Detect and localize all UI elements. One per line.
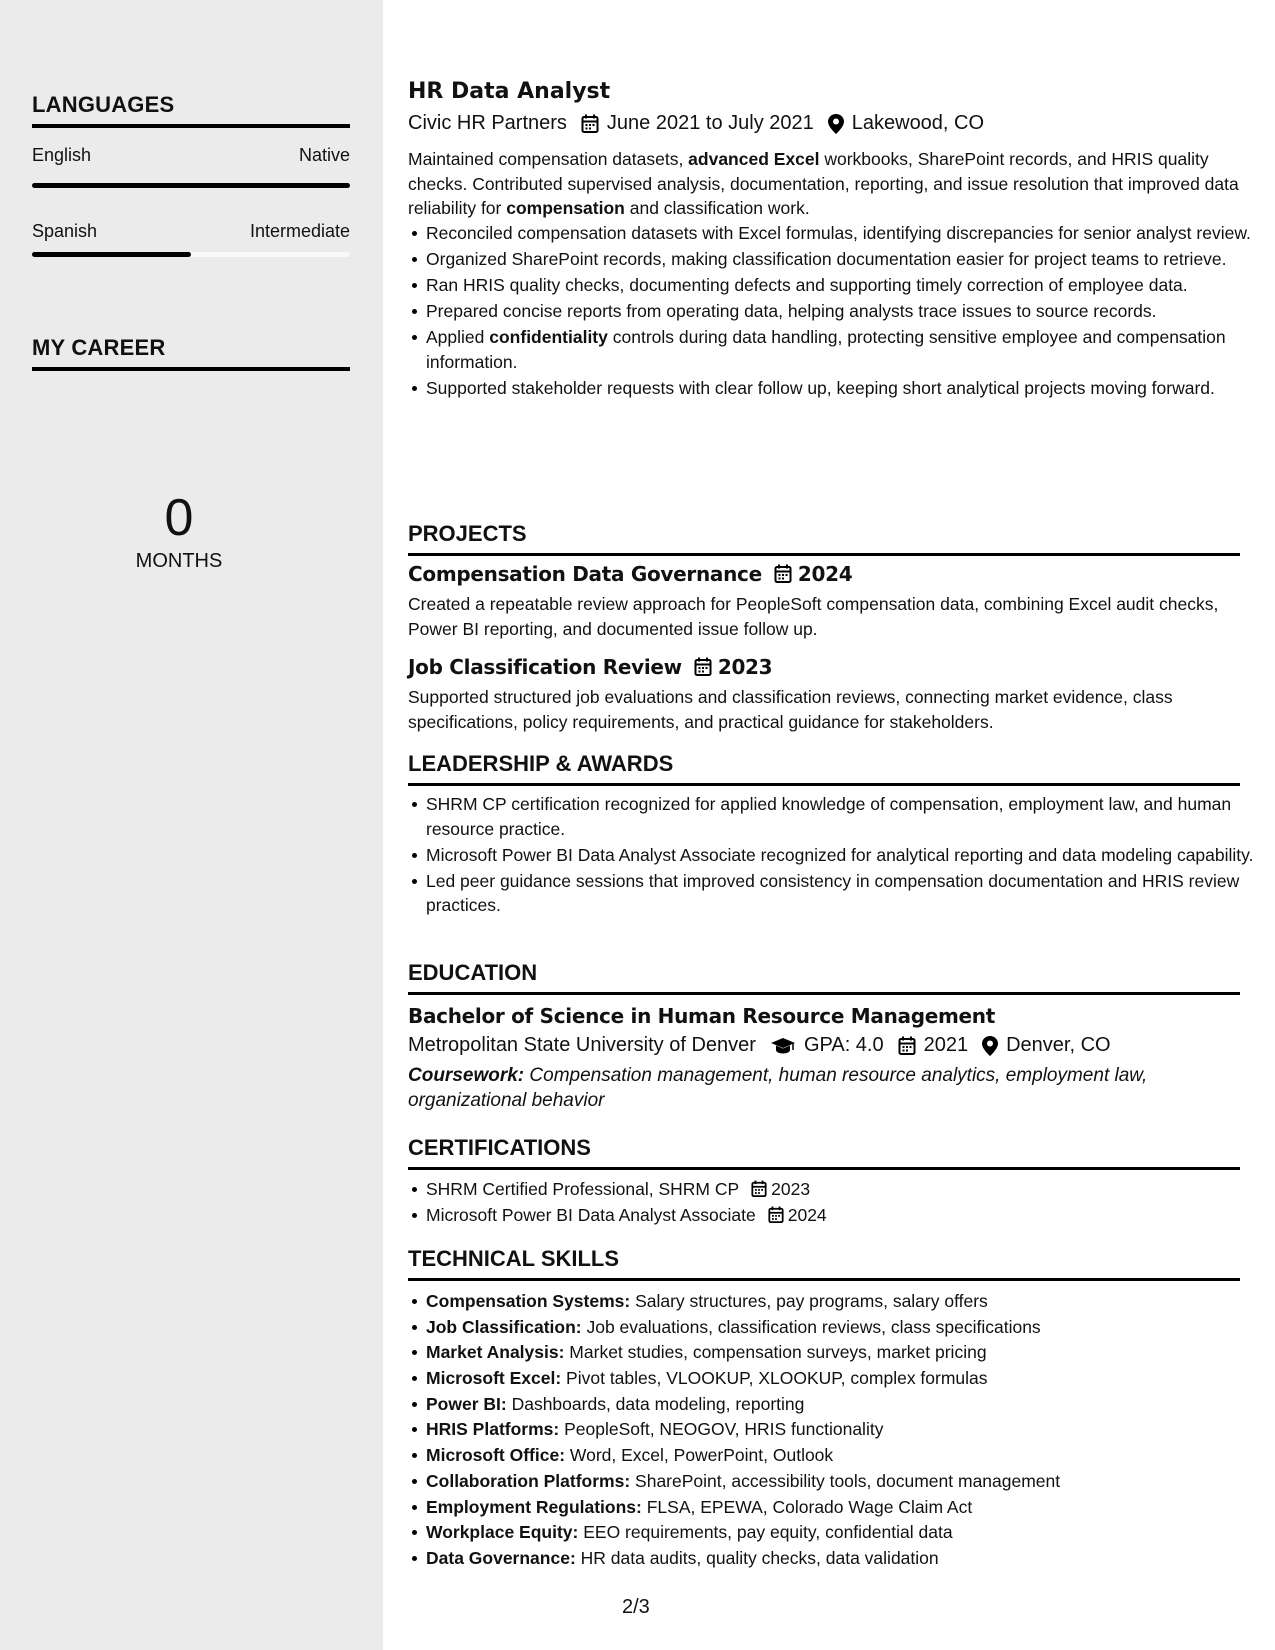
cert-name: Microsoft Power BI Data Analyst Associate [426,1205,756,1225]
graduation-cap-icon [770,1037,796,1055]
gpa: GPA: 4.0 [803,1034,884,1056]
list-item [426,1469,1258,1494]
skill-label: HRIS Platforms: [426,1419,560,1440]
skill-value: FLSA, EPEWA, Colorado Wage Claim Act [641,1496,973,1517]
list-item: Organized SharePoint records, making classification documentation easier for project teams to retrieve. [426,247,1258,272]
skills-list [408,1289,1258,1572]
degree-title: Bachelor of Science in Human Resource Management [408,1004,996,1028]
language-bar-english [32,183,350,188]
project-description: Created a repeatable review approach for PeopleSoft compensation data, combining Excel audit checks, Power BI reporting, and documented issue follow up. [408,594,1219,639]
skill-value: EEO requirements, pay equity, confidential data [578,1522,953,1543]
skill-value: PeopleSoft, NEOGOV, HRIS functionality [559,1419,884,1440]
skill-label: Employment Regulations: [426,1496,642,1517]
job-meta [408,112,984,135]
career-unit: MONTHS [135,550,223,572]
skill-label: Compensation Systems: [426,1291,631,1311]
skill-label: Job Classification: [426,1316,582,1337]
skill-value: Pivot tables, VLOOKUP, XLOOKUP, complex formulas [561,1368,988,1389]
language-bar-spanish [32,252,350,257]
list-item [426,1392,1258,1417]
cert-name: SHRM Certified Professional, SHRM CP [426,1179,740,1199]
leadership-list [408,792,1258,919]
list-item [426,1289,1258,1314]
skill-label: Data Governance: [426,1547,576,1568]
job-location: Lakewood, CO [851,112,985,134]
languages-heading: LANGUAGES [32,92,350,128]
list-item [426,1546,1258,1571]
skill-value: Word, Excel, PowerPoint, Outlook [565,1445,834,1466]
list-item: Ran HRIS quality checks, documenting defects and supporting timely correction of employee data. [426,273,1258,298]
skill-label: Power BI: [426,1393,507,1414]
coursework [408,1064,1240,1113]
list-item: Supported stakeholder requests with clear follow up, keeping short analytical projects moving forward. [426,376,1258,401]
project-year: 2023 [717,655,773,679]
education-location: Denver, CO [1006,1034,1111,1056]
calendar-icon [581,114,599,134]
list-item [426,1203,1258,1228]
company-name: Civic HR Partners [408,112,567,134]
project-title: Job Classification Review [408,655,682,679]
skill-value: HR data audits, quality checks, data validation [575,1547,939,1568]
calendar-icon [694,657,712,677]
certifications-list [408,1177,1258,1229]
summary-bold: compensation [506,198,625,218]
list-item: Prepared concise reports from operating data, helping analysts trace issues to source records. [426,299,1258,324]
coursework-text: Compensation management, human resource analytics, employment law, organizational behavior [408,1065,1148,1111]
summary-bold: advanced Excel [688,149,820,169]
coursework-label: Coursework: [408,1065,525,1086]
project-title: Compensation Data Governance [408,562,762,586]
language-bar-fill [32,252,191,257]
skill-value: Dashboards, data modeling, reporting [506,1393,805,1414]
calendar-icon [768,1206,784,1224]
summary-text: Maintained compensation datasets, [408,149,689,169]
skill-label: Microsoft Excel: [426,1368,562,1389]
school-name: Metropolitan State University of Denver [408,1034,756,1056]
project-description: Supported structured job evaluations and classification reviews, connecting market evidence, class specifications, policy requirements, and practical guidance for stakeholders. [408,687,1173,732]
list-item [426,1315,1258,1340]
project-title-row [408,562,852,586]
education-meta [408,1034,1111,1057]
cert-year: 2024 [787,1205,827,1225]
job-title: HR Data Analyst [408,79,611,104]
list-item [426,1417,1258,1442]
graduation-year: 2021 [923,1034,969,1056]
summary-text: and classification work. [624,198,810,218]
project-title-row [408,655,772,679]
list-item [426,1340,1258,1365]
page-number: 2/3 [622,1596,650,1618]
calendar-icon [751,1180,767,1198]
skill-label: Workplace Equity: [426,1522,579,1543]
language-level: Intermediate [249,221,350,241]
project-year: 2024 [797,562,853,586]
bullet-text: controls during data handling, protecting sensitive employee and compensation information. [426,327,1226,372]
skill-label: Market Analysis: [426,1342,565,1363]
list-item: SHRM CP certification recognized for applied knowledge of compensation, employment law, and human resource practice. [426,792,1258,841]
summary-text: workbooks, SharePoint records, and HRIS quality checks. Contributed supervised analysis, documentation, reporting, and issue resolution that improved data reliability for [408,149,1239,218]
skill-value: Job evaluations, classification reviews, class specifications [581,1316,1041,1337]
projects-heading: PROJECTS [408,521,1240,556]
skill-value: SharePoint, accessibility tools, document management [630,1470,1061,1491]
list-item [426,1366,1258,1391]
list-item: Microsoft Power BI Data Analyst Associate recognized for analytical reporting and data modeling capability. [426,843,1258,868]
language-level: Native [298,145,350,165]
cert-year: 2023 [771,1179,811,1199]
skill-value: Market studies, compensation surveys, market pricing [564,1342,987,1363]
job-bullets [408,221,1258,402]
skill-value: Salary structures, pay programs, salary offers [630,1291,988,1311]
list-item [426,1495,1258,1520]
job-dates: June 2021 to July 2021 [606,112,814,134]
language-name: Spanish [32,221,98,241]
skill-label: Collaboration Platforms: [426,1470,631,1491]
list-item [426,1177,1258,1202]
calendar-icon [774,564,792,584]
language-bar-fill [32,183,350,188]
bullet-text: Applied [426,327,490,347]
map-pin-icon [982,1036,998,1056]
skills-heading: TECHNICAL SKILLS [408,1246,1240,1281]
leadership-heading: LEADERSHIP & AWARDS [408,751,1240,786]
calendar-icon [898,1036,916,1056]
list-item [426,1520,1258,1545]
list-item: Led peer guidance sessions that improved consistency in compensation documentation and HRIS review practices. [426,869,1258,918]
career-value: 0 [164,489,194,547]
map-pin-icon [828,114,844,134]
bullet-bold: confidentiality [489,327,608,347]
list-item [426,1443,1258,1468]
language-name: English [32,145,92,165]
career-heading: MY CAREER [32,335,350,371]
skill-label: Microsoft Office: [426,1445,566,1466]
list-item [426,325,1258,374]
sidebar [0,0,383,1650]
certifications-heading: CERTIFICATIONS [408,1135,1240,1170]
job-summary [408,147,1240,221]
education-heading: EDUCATION [408,960,1240,995]
list-item: Reconciled compensation datasets with Excel formulas, identifying discrepancies for senior analyst review. [426,221,1258,246]
